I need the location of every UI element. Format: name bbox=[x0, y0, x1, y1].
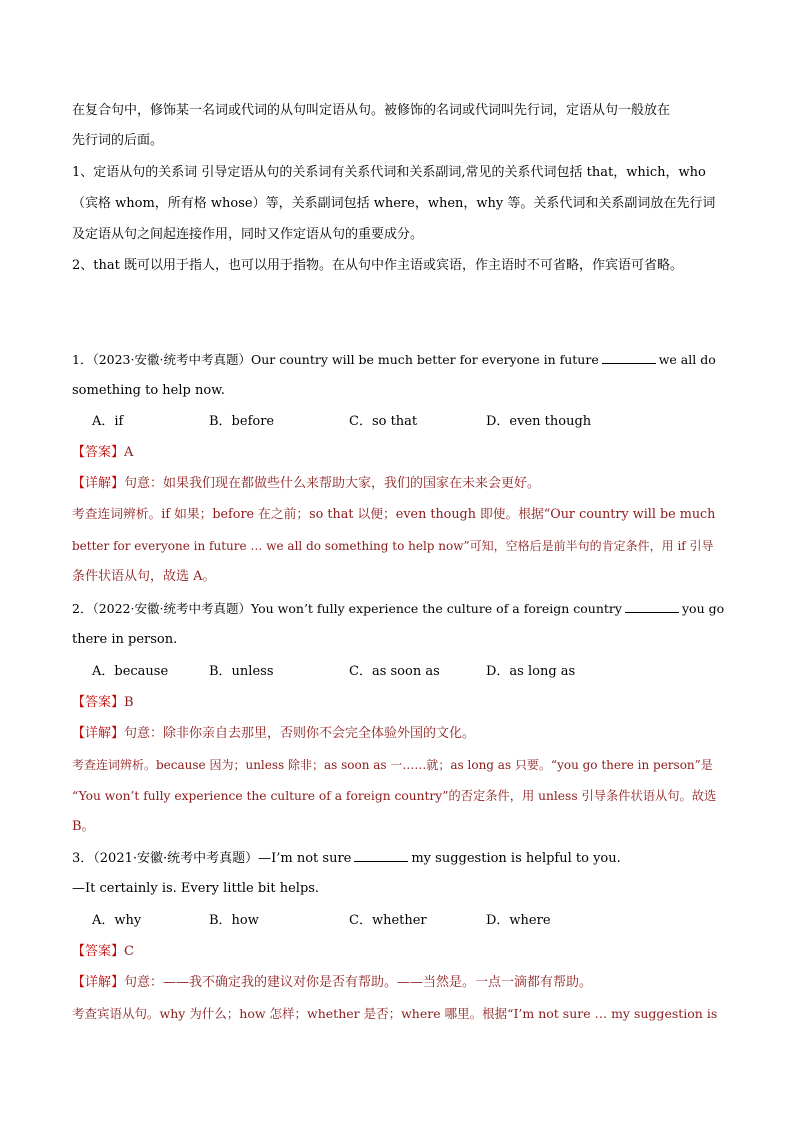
q1-explanation-3: 条件状语从句，故选 A。 bbox=[72, 569, 216, 584]
q2-explanation-1: 考查连词辨析。because 因为；unless 除非；as soon as 一……就；as long as 只要。“you go there in person”是 bbox=[72, 758, 713, 772]
point-1-line-a: 1、定语从句的关系词 引导定语从句的关系词有关系代词和关系副词,常见的关系代词包括 that，which，who bbox=[72, 165, 706, 180]
q2-stem-line-1: 2．（2022·安徽·统考中考真题）You won’t fully experience the culture of a foreign country you go bbox=[72, 601, 725, 616]
point-1-line-c: 及定语从句之间起连接作用，同时又作定语从句的重要成分。 bbox=[72, 227, 424, 242]
q3-answer: 【答案】C bbox=[72, 944, 134, 959]
q1-option-d: D．even though bbox=[486, 414, 592, 429]
q2-detail: 【详解】句意：除非你亲自去那里，否则你不会完全体验外国的文化。 bbox=[72, 726, 476, 741]
q1-option-a: A．if bbox=[92, 414, 124, 429]
q3-blank bbox=[354, 849, 408, 862]
q1-explanation-1: 考查连词辨析。if 如果；before 在之前；so that 以便；even though 即使。根据“Our country will be much bbox=[72, 507, 716, 522]
q3-stem-line-1: 3．（2021·安徽·统考中考真题）—I’m not sure my suggestion is helpful to you. bbox=[72, 851, 621, 866]
q2-stem-line-2: there in person. bbox=[72, 632, 178, 647]
q2-option-d: D．as long as bbox=[486, 664, 576, 679]
q2-explanation-2: “You won’t fully experience the culture of a foreign country”的否定条件，用 unless 引导条件状语从句。故选 bbox=[72, 789, 717, 803]
q1-option-c: C．so that bbox=[349, 414, 418, 429]
q2-explanation-3: B。 bbox=[72, 819, 95, 834]
q1-detail: 【详解】句意：如果我们现在都做些什么来帮助大家，我们的国家在未来会更好。 bbox=[72, 476, 541, 491]
q3-detail: 【详解】句意：——我不确定我的建议对你是否有帮助。——当然是。一点一滴都有帮助。 bbox=[72, 975, 593, 990]
q1-answer: 【答案】A bbox=[72, 445, 134, 460]
q3-stem-line-2: —It certainly is. Every little bit helps. bbox=[72, 881, 320, 896]
q2-blank bbox=[625, 600, 679, 613]
q1-option-b: B．before bbox=[209, 414, 275, 429]
q3-option-c: C．whether bbox=[349, 913, 427, 928]
q3-explanation-1: 考查宾语从句。why 为什么；how 怎样；whether 是否；where 哪里。根据“I’m not sure … my suggestion is bbox=[72, 1006, 718, 1021]
q3-option-d: D．where bbox=[486, 913, 551, 928]
q1-explanation-2: better for everyone in future … we all do something to help now”可知，空格后是前半句的肯定条件，用 if 引导 bbox=[72, 539, 714, 553]
q2-option-c: C．as soon as bbox=[349, 664, 440, 679]
q1-stem-line-2: something to help now. bbox=[72, 383, 225, 398]
point-1-line-b: （宾格 whom，所有格 whose）等，关系副词包括 where，when，why 等。关系代词和关系副词放在先行词 bbox=[72, 196, 716, 211]
intro-line-1: 在复合句中，修饰某一名词或代词的从句叫定语从句。被修饰的名词或代词叫先行词，定语从句一般放在 bbox=[72, 103, 671, 118]
q1-stem-line-1: 1．（2023·安徽·统考中考真题）Our country will be much better for everyone in future we all do bbox=[72, 352, 716, 367]
q2-answer: 【答案】B bbox=[72, 695, 134, 710]
q3-option-b: B．how bbox=[209, 913, 259, 928]
point-2-line: 2、that 既可以用于指人，也可以用于指物。在从句中作主语或宾语，作主语时不可省略，作宾语可省略。 bbox=[72, 258, 683, 273]
q2-option-b: B．unless bbox=[209, 664, 274, 679]
q1-blank bbox=[602, 351, 656, 364]
q3-option-a: A．why bbox=[92, 913, 142, 928]
q2-option-a: A．because bbox=[92, 664, 169, 679]
intro-line-2: 先行词的后面。 bbox=[72, 133, 164, 148]
